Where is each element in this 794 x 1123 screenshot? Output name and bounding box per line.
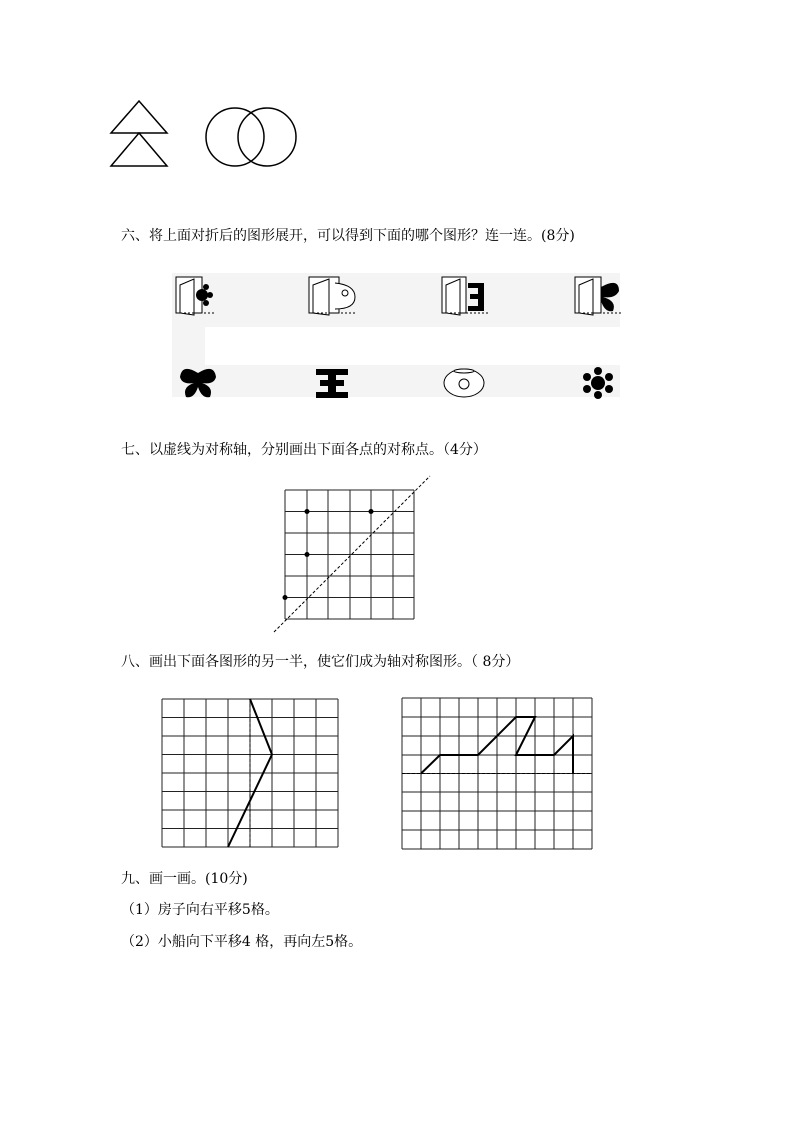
- vase-icon[interactable]: [441, 365, 487, 401]
- folded-butterfly-icon[interactable]: [571, 273, 627, 319]
- q6-title: 六、将上面对折后的图形展开，可以得到下面的哪个图形？连一连。(8分): [121, 228, 575, 244]
- wang-char-icon[interactable]: [312, 365, 352, 401]
- stacked-triangles-icon: [104, 96, 174, 176]
- overlapping-circles-icon: [203, 103, 303, 173]
- q9-item-1: （1）房子向右平移5格。: [121, 902, 279, 918]
- q9-title: 九、画一画。(10分): [121, 871, 248, 887]
- folded-snowflake-icon[interactable]: [172, 273, 222, 319]
- q8-grid-right[interactable]: [400, 696, 594, 852]
- q8-title: 八、画出下面各图形的另一半，使它们成为轴对称图形。（ 8分）: [121, 654, 520, 670]
- butterfly-icon[interactable]: [178, 365, 218, 401]
- snowflake-icon[interactable]: [580, 365, 616, 401]
- folded-vase-icon[interactable]: [305, 273, 361, 319]
- q9-item-2: （2）小船向下平移4 格，再向左5格。: [121, 934, 363, 950]
- q6-middle-band: [205, 327, 620, 365]
- q7-grid[interactable]: [270, 474, 450, 644]
- q7-title: 七、以虚线为对称轴，分别画出下面各点的对称点。（4分）: [121, 442, 487, 458]
- q8-grid-left[interactable]: [160, 697, 340, 852]
- folded-wang-char-icon[interactable]: [438, 273, 494, 319]
